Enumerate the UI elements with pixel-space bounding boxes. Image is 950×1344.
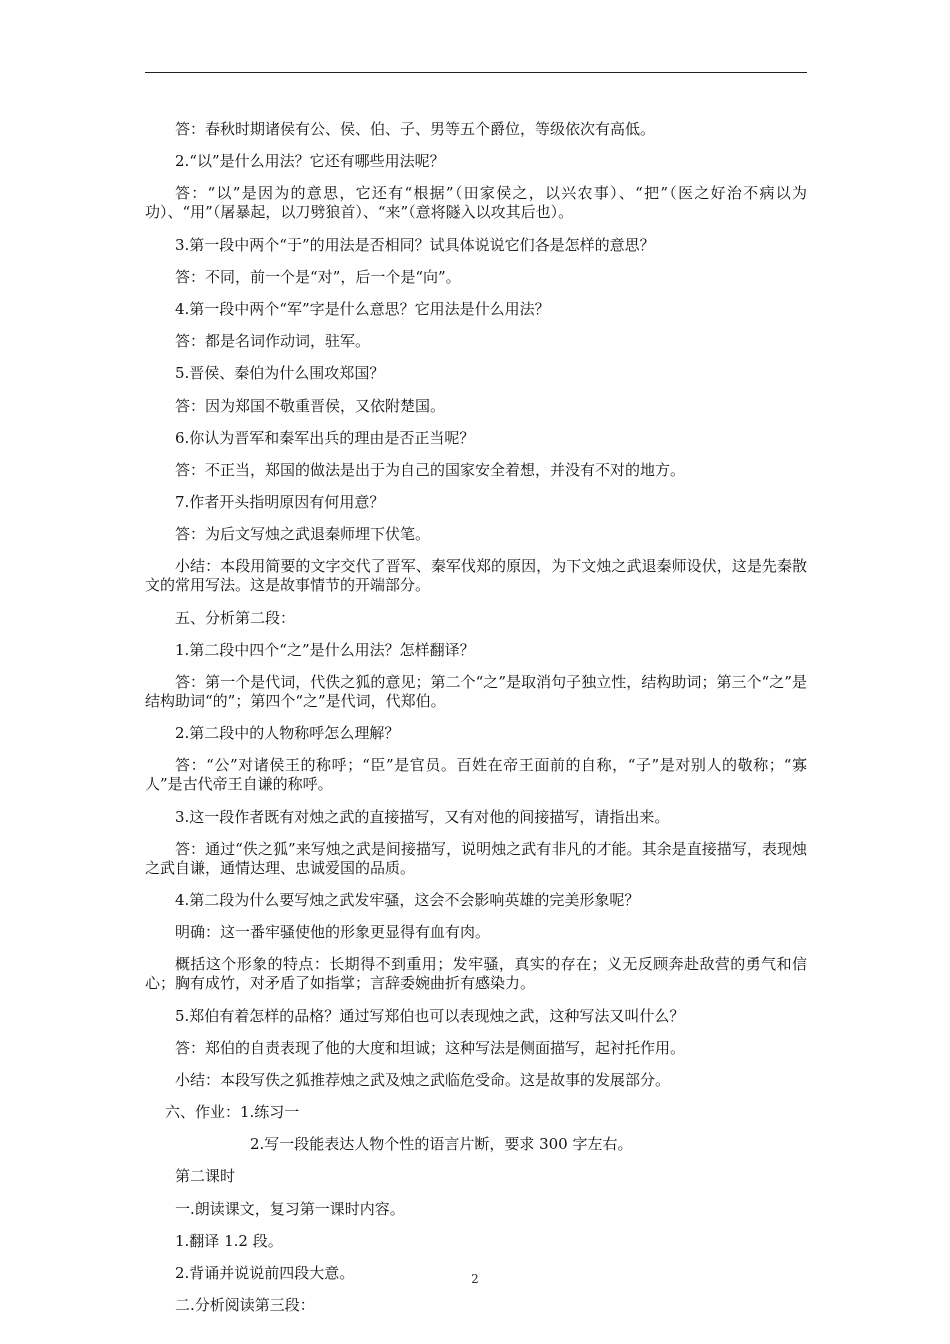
question: 1.第二段中四个“之”是什么用法？怎样翻译？: [175, 640, 475, 659]
answer: 答：因为郑国不敬重晋侯，又依附楚国。: [175, 396, 446, 415]
summary: 小结：本段写佚之狐推荐烛之武及烛之武临危受命。这是故事的发展部分。: [175, 1070, 671, 1089]
list-item: 2.背诵并说说前四段大意。: [175, 1264, 355, 1282]
answer: 答：为后文写烛之武退秦师埋下伏笔。: [175, 525, 431, 544]
question: 4.第二段为什么要写烛之武发牢骚，这会不会影响英雄的完美形象呢？: [175, 890, 640, 909]
question: 5.晋侯、秦伯为什么围攻郑国？: [175, 364, 385, 383]
document-body: [145, 120, 807, 1328]
answer: 明确：这一番牢骚使他的形象更显得有血有肉。: [175, 923, 491, 942]
question: 5.郑伯有着怎样的品格？通过写郑伯也可以表现烛之武，这种写法又叫什么？: [175, 1006, 685, 1025]
paragraph: 答：春秋时期诸侯有公、侯、伯、子、男等五个爵位，等级依次有高低。: [175, 120, 656, 138]
list-item: 1.翻译 1.2 段。: [175, 1231, 283, 1250]
answer: 答：通过“佚之狐”来写烛之武是间接描写，说明烛之武有非凡的才能。其余是直接描写，表现烛之武自谦，通情达理、忠诚爱国的品质。: [145, 839, 807, 877]
answer: 概括这个形象的特点：长期得不到重用；发牢骚，真实的存在；义无反顾奔赴敌营的勇气和信心；胸有成竹，对矛盾了如指掌；言辞委婉曲折有感染力。: [145, 955, 807, 993]
answer: 答：“公”对诸侯王的称呼；“臣”是官员。百姓在帝王面前的自称，“子”是对别人的敬称；“寡人”是古代帝王自谦的称呼。: [145, 756, 807, 794]
question: 3.这一段作者既有对烛之武的直接描写，又有对他的间接描写，请指出来。: [175, 807, 670, 826]
section-heading: 二.分析阅读第三段：: [175, 1296, 315, 1315]
section-heading: 一.朗读课文，复习第一课时内容。: [175, 1199, 405, 1218]
answer: 答：第一个是代词，代佚之狐的意见；第二个“之”是取消句子独立性，结构助词；第三个“之”是结构助词“的”；第四个“之”是代词，代郑伯。: [145, 673, 807, 710]
question: 2.“以”是什么用法？它还有哪些用法呢？: [175, 152, 445, 171]
homework-item: 2.写一段能表达人物个性的语言片断，要求 300 字左右。: [250, 1135, 633, 1154]
answer: 答：“以”是因为的意思，它还有“根据”（田家侯之，以兴农事）、“把”（医之好治不病以为功）、“用”（屠暴起，以刀劈狼首）、“来”（意将隧入以攻其后也）。: [145, 184, 807, 222]
section-heading: 六、作业：1.练习一: [165, 1103, 300, 1122]
answer: 答：郑伯的自责表现了他的大度和坦诚；这种写法是侧面描写，起衬托作用。: [175, 1038, 686, 1057]
summary: 小结：本段用简要的文字交代了晋军、秦军伐郑的原因，为下文烛之武退秦师设伏，这是先秦散文的常用写法。这是故事情节的开端部分。: [145, 557, 807, 595]
page-number: 2: [471, 1272, 479, 1286]
question: 3.第一段中两个“于”的用法是否相同？试具体说说它们各是怎样的意思？: [175, 235, 655, 254]
question: 6.你认为晋军和秦军出兵的理由是否正当呢？: [175, 428, 475, 447]
answer: 答：不同，前一个是“对”，后一个是“向”。: [175, 267, 461, 286]
header-rule: [145, 72, 807, 73]
answer: 答：不正当，郑国的做法是出于为自己的国家安全着想，并没有不对的地方。: [175, 460, 686, 479]
question: 4.第一段中两个“军”字是什么意思？它用法是什么用法？: [175, 299, 550, 318]
section-heading: 五、分析第二段：: [175, 608, 296, 627]
answer: 答：都是名词作动词，驻军。: [175, 332, 371, 351]
lesson-heading: 第二课时: [175, 1167, 236, 1186]
question: 2.第二段中的人物称呼怎么理解？: [175, 724, 400, 743]
question: 7.作者开头指明原因有何用意？: [175, 493, 385, 512]
